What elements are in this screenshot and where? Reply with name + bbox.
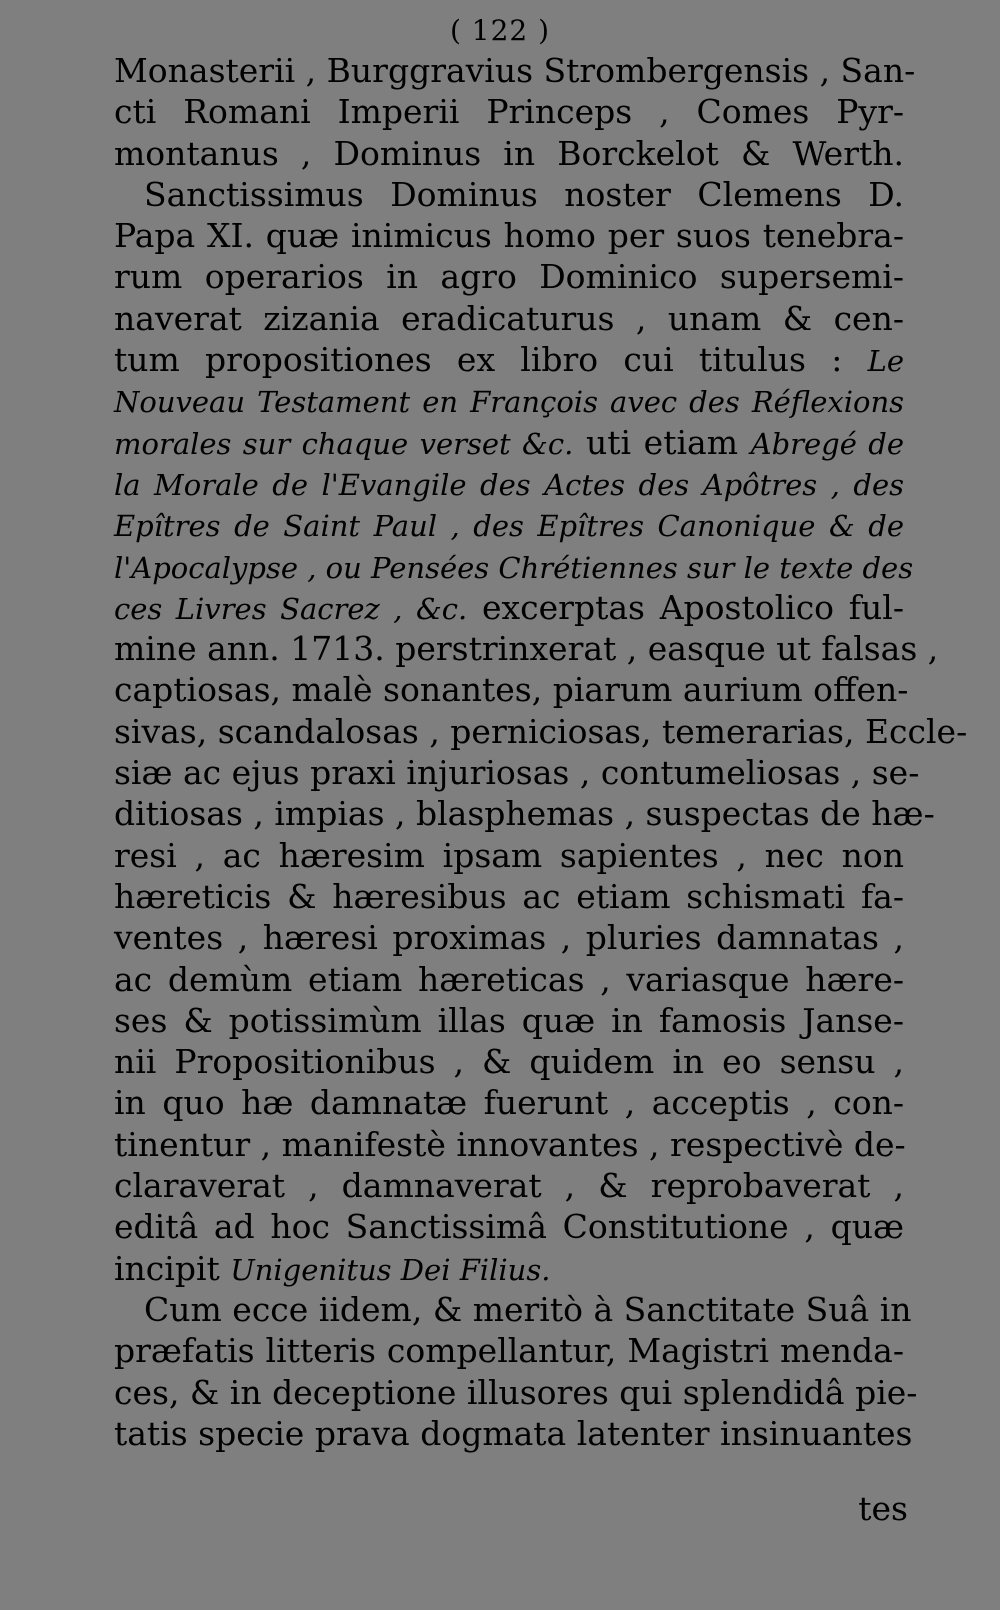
text-segment: Papa XI. quæ inimicus homo per suos tenebra- (114, 216, 904, 256)
catchword: tes (858, 1489, 908, 1528)
text-segment: tum propositiones ex libro cui titulus : (114, 340, 868, 380)
text-segment: sivas, scandalosas , perniciosas, temerarias, Eccle- (114, 711, 968, 751)
text-line (114, 463, 904, 504)
text-line (114, 1372, 918, 1413)
text-line (114, 546, 914, 587)
text-line (114, 1041, 904, 1082)
text-line (114, 91, 904, 132)
text-segment: ac demùm etiam hæreticas , variasque hære- (114, 959, 904, 999)
italic-text: la Morale de l'Evangile des Actes des Apôtres , des (114, 467, 904, 502)
text-segment: tinentur , manifestè innovantes , respectivè de- (114, 1124, 906, 1164)
text-line (114, 1124, 904, 1165)
text-segment: captiosas, malè sonantes, piarum aurium offen- (114, 670, 909, 710)
text-segment: uti etiam (573, 422, 751, 462)
text-segment: ces, & in deceptione illusores qui splendidâ pie- (114, 1372, 918, 1412)
text-line (114, 669, 909, 710)
italic-text: Le (867, 344, 904, 379)
italic-text: morales sur chaque verset &c. (114, 426, 574, 461)
text-segment: mine ann. 1713. perstrinxerat , easque ut falsas , (114, 629, 939, 669)
text-line (114, 1206, 904, 1247)
page-number: ( 122 ) (449, 14, 551, 47)
text-segment: ses & potissimùm illas quæ in famosis Janse- (114, 1000, 904, 1040)
text-line (114, 835, 904, 876)
text-segment: tatis specie prava dogmata latenter insinuantes (114, 1413, 913, 1453)
text-line (114, 752, 920, 793)
text-segment: naverat zizania eradicaturus , unam & cen- (114, 298, 904, 338)
text-segment: Monasterii , Burggravius Strombergensis , San- (114, 51, 916, 90)
text-segment: Cum ecce iidem, & meritò à Sanctitate Suâ in (144, 1289, 912, 1329)
text-line (114, 1248, 904, 1289)
text-line (114, 174, 904, 215)
text-line (114, 215, 904, 256)
text-line (114, 917, 904, 958)
text-line (114, 1165, 904, 1206)
text-line (114, 380, 904, 421)
text-segment: siæ ac ejus praxi injuriosas , contumeliosas , se- (114, 753, 920, 793)
text-line (114, 256, 904, 297)
text-segment: resi , ac hæresim ipsam sapientes , nec non (114, 835, 904, 875)
text-line (114, 876, 904, 917)
text-segment: in quo hæ damnatæ fuerunt , acceptis , con- (114, 1083, 904, 1123)
text-segment: hæreticis & hæresibus ac etiam schismati fa- (114, 876, 904, 916)
text-segment: rum operarios in agro Dominico supersemi- (114, 257, 904, 297)
text-segment: cti Romani Imperii Princeps , Comes Pyr- (114, 92, 904, 132)
text-line (114, 628, 939, 669)
text-line (114, 1330, 904, 1371)
text-line (114, 50, 916, 91)
text-segment: ditiosas , impias , blasphemas , suspectas de hæ- (114, 794, 935, 834)
text-segment: nii Propositionibus , & quidem in eo sensu , (114, 1042, 904, 1082)
text-line (114, 133, 904, 174)
italic-text: Abregé de (750, 426, 904, 461)
body-text (114, 50, 968, 1454)
text-line (114, 711, 968, 752)
text-segment: Sanctissimus Dominus noster Clemens D. (144, 174, 904, 214)
text-line (114, 959, 904, 1000)
text-segment: claraverat , damnaverat , & reprobaverat , (114, 1166, 904, 1206)
text-segment: editâ ad hoc Sanctissimâ Constitutione , quæ (114, 1207, 904, 1247)
italic-text: Epîtres de Saint Paul , des Epîtres Canonique & de (114, 509, 904, 544)
text-segment: incipit (114, 1248, 231, 1288)
text-line (114, 1000, 904, 1041)
text-line (114, 1289, 912, 1330)
text-line (114, 504, 904, 545)
text-line (114, 793, 935, 834)
text-line (114, 1413, 913, 1454)
italic-text: ces Livres Sacrez , &c. (114, 591, 468, 626)
text-line (114, 298, 904, 339)
italic-text: Nouveau Testament en François avec des Réflexions (114, 385, 904, 420)
text-segment: montanus , Dominus in Borckelot & Werth. (114, 133, 904, 173)
italic-text: Unigenitus Dei Filius. (230, 1252, 551, 1287)
text-line (114, 587, 904, 628)
text-line (114, 1082, 904, 1123)
italic-text: l'Apocalypse , ou Pensées Chrétiennes sur le texte des (114, 550, 914, 585)
text-line (114, 422, 904, 463)
text-segment: præfatis litteris compellantur, Magistri menda- (114, 1331, 904, 1371)
text-line (114, 339, 904, 380)
text-segment: ventes , hæresi proximas , pluries damnatas , (114, 918, 904, 958)
text-segment: excerptas Apostolico ful- (467, 587, 904, 627)
